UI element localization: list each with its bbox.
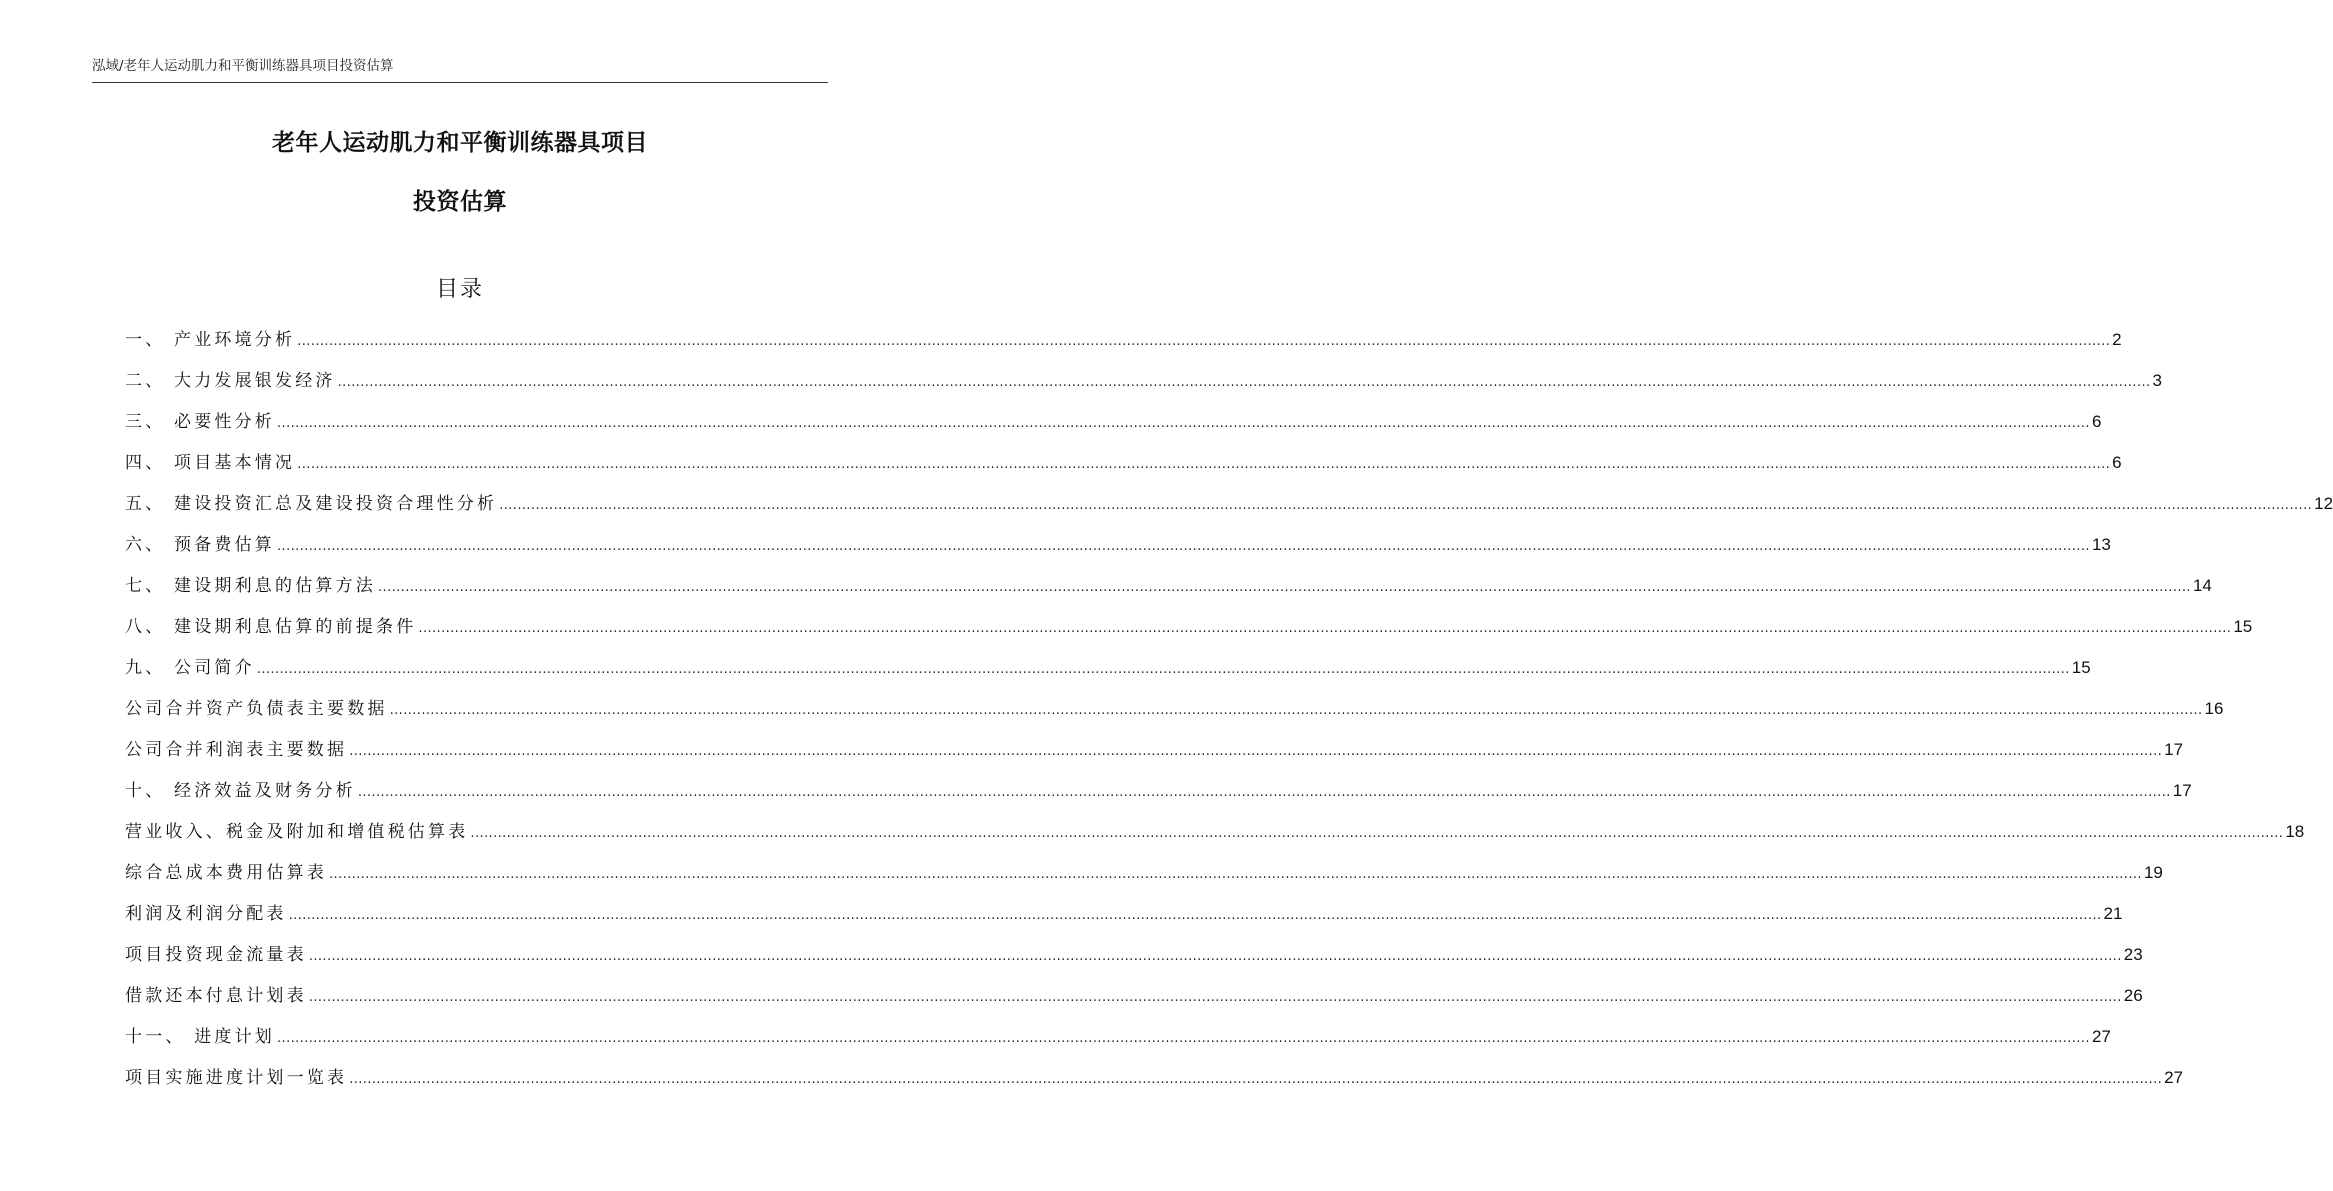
toc-entry[interactable] <box>125 407 2102 448</box>
document-title: 老年人运动肌力和平衡训练器具项目 <box>272 130 648 156</box>
toc-entry-label: 二、 大力发展银发经济 <box>125 371 336 391</box>
toc-entry-label: 七、 建设期利息的估算方法 <box>125 576 377 596</box>
document-subtitle: 投资估算 <box>413 189 507 215</box>
toc-entry[interactable] <box>125 366 2163 407</box>
toc-entry-page: 17 <box>2172 781 2192 800</box>
toc-dot-leader: ................................................................................................................................................................................................................................................................................................................................................................................................................ <box>378 580 2191 595</box>
toc-entry-page: 6 <box>2112 453 2122 472</box>
toc-dot-leader: ................................................................................................................................................................................................................................................................................................................................................................................................................ <box>499 498 2313 513</box>
toc-entry-label: 一、 产业环境分析 <box>125 330 296 350</box>
toc-entry-page: 15 <box>2233 617 2253 636</box>
toc-entry-label: 项目投资现金流量表 <box>125 945 307 965</box>
toc-entry-page: 27 <box>2164 1068 2184 1087</box>
toc-dot-leader: ................................................................................................................................................................................................................................................................................................................................................................................................................ <box>297 334 2111 349</box>
toc-entry-label: 四、 项目基本情况 <box>125 453 296 473</box>
toc-dot-leader: ................................................................................................................................................................................................................................................................................................................................................................................................................ <box>349 744 2163 759</box>
toc-entry-page: 3 <box>2152 371 2163 390</box>
toc-entry-page: 27 <box>2091 1027 2111 1046</box>
toc-entry[interactable] <box>125 899 2123 940</box>
toc-entry-label: 利润及利润分配表 <box>125 904 287 924</box>
toc-dot-leader: ................................................................................................................................................................................................................................................................................................................................................................................................................ <box>357 785 2171 800</box>
toc-entry-label: 十、 经济效益及财务分析 <box>125 781 356 801</box>
toc-entry-label: 九、 公司简介 <box>125 658 255 678</box>
toc-entry-label: 借款还本付息计划表 <box>125 986 307 1006</box>
toc-entry-label: 十一、 进度计划 <box>125 1027 276 1047</box>
toc-entry-page: 12 <box>2314 494 2333 513</box>
toc-entry[interactable] <box>125 694 2224 735</box>
toc-heading: 目录 <box>435 277 484 302</box>
toc-dot-leader: ................................................................................................................................................................................................................................................................................................................................................................................................................ <box>277 539 2090 554</box>
toc-entry[interactable] <box>125 1022 2111 1063</box>
toc-entry-label: 营业收入、税金及附加和增值税估算表 <box>125 822 469 842</box>
toc-entry[interactable] <box>125 653 2091 694</box>
toc-entry-page: 2 <box>2112 330 2122 349</box>
toc-entry-page: 26 <box>2123 986 2143 1005</box>
table-of-contents <box>125 325 2333 1104</box>
toc-entry-page: 13 <box>2091 535 2111 554</box>
toc-entry[interactable] <box>125 940 2143 981</box>
toc-dot-leader: ................................................................................................................................................................................................................................................................................................................................................................................................................ <box>308 990 2122 1005</box>
toc-entry-page: 6 <box>2091 412 2102 431</box>
toc-dot-leader: ................................................................................................................................................................................................................................................................................................................................................................................................................ <box>308 949 2122 964</box>
toc-dot-leader: ................................................................................................................................................................................................................................................................................................................................................................................................................ <box>349 1072 2163 1087</box>
toc-dot-leader: ................................................................................................................................................................................................................................................................................................................................................................................................................ <box>329 867 2142 882</box>
toc-entry-label: 公司合并利润表主要数据 <box>125 740 348 760</box>
toc-entry[interactable] <box>125 1063 2184 1104</box>
toc-dot-leader: ................................................................................................................................................................................................................................................................................................................................................................................................................ <box>297 457 2111 472</box>
toc-entry-page: 17 <box>2164 740 2184 759</box>
toc-entry-label: 项目实施进度计划一览表 <box>125 1068 348 1088</box>
toc-entry-page: 21 <box>2103 904 2123 923</box>
toc-entry[interactable] <box>125 489 2333 530</box>
toc-dot-leader: ................................................................................................................................................................................................................................................................................................................................................................................................................ <box>256 662 2070 677</box>
toc-entry-page: 15 <box>2071 658 2091 677</box>
toc-entry-label: 六、 预备费估算 <box>125 535 276 555</box>
toc-entry-page: 23 <box>2123 945 2143 964</box>
toc-dot-leader: ................................................................................................................................................................................................................................................................................................................................................................................................................ <box>389 703 2203 718</box>
toc-dot-leader: ................................................................................................................................................................................................................................................................................................................................................................................................................ <box>470 826 2284 841</box>
toc-entry-page: 16 <box>2204 699 2224 718</box>
toc-entry-page: 19 <box>2143 863 2163 882</box>
toc-entry-page: 18 <box>2285 822 2305 841</box>
toc-dot-leader: ................................................................................................................................................................................................................................................................................................................................................................................................................ <box>277 1031 2090 1046</box>
toc-entry[interactable] <box>125 325 2122 366</box>
toc-entry[interactable] <box>125 776 2192 817</box>
toc-dot-leader: ................................................................................................................................................................................................................................................................................................................................................................................................................ <box>288 908 2102 923</box>
toc-entry-label: 五、 建设投资汇总及建设投资合理性分析 <box>125 494 498 514</box>
toc-entry-label: 八、 建设期利息估算的前提条件 <box>125 617 417 637</box>
toc-dot-leader: ................................................................................................................................................................................................................................................................................................................................................................................................................ <box>337 375 2151 390</box>
toc-dot-leader: ................................................................................................................................................................................................................................................................................................................................................................................................................ <box>418 621 2232 636</box>
running-header: 泓域/老年人运动肌力和平衡训练器具项目投资估算 <box>92 54 828 83</box>
toc-entry-label: 公司合并资产负债表主要数据 <box>125 699 388 719</box>
toc-entry[interactable] <box>125 448 2122 489</box>
toc-entry[interactable] <box>125 530 2111 571</box>
toc-entry[interactable] <box>125 612 2253 653</box>
toc-entry-page: 14 <box>2192 576 2212 595</box>
toc-entry-label: 综合总成本费用估算表 <box>125 863 327 883</box>
toc-entry-label: 三、 必要性分析 <box>125 412 276 432</box>
toc-entry[interactable] <box>125 858 2163 899</box>
toc-dot-leader: ................................................................................................................................................................................................................................................................................................................................................................................................................ <box>277 416 2090 431</box>
toc-entry[interactable] <box>125 817 2305 858</box>
toc-entry[interactable] <box>125 735 2184 776</box>
toc-entry[interactable] <box>125 571 2212 612</box>
toc-entry[interactable] <box>125 981 2143 1022</box>
